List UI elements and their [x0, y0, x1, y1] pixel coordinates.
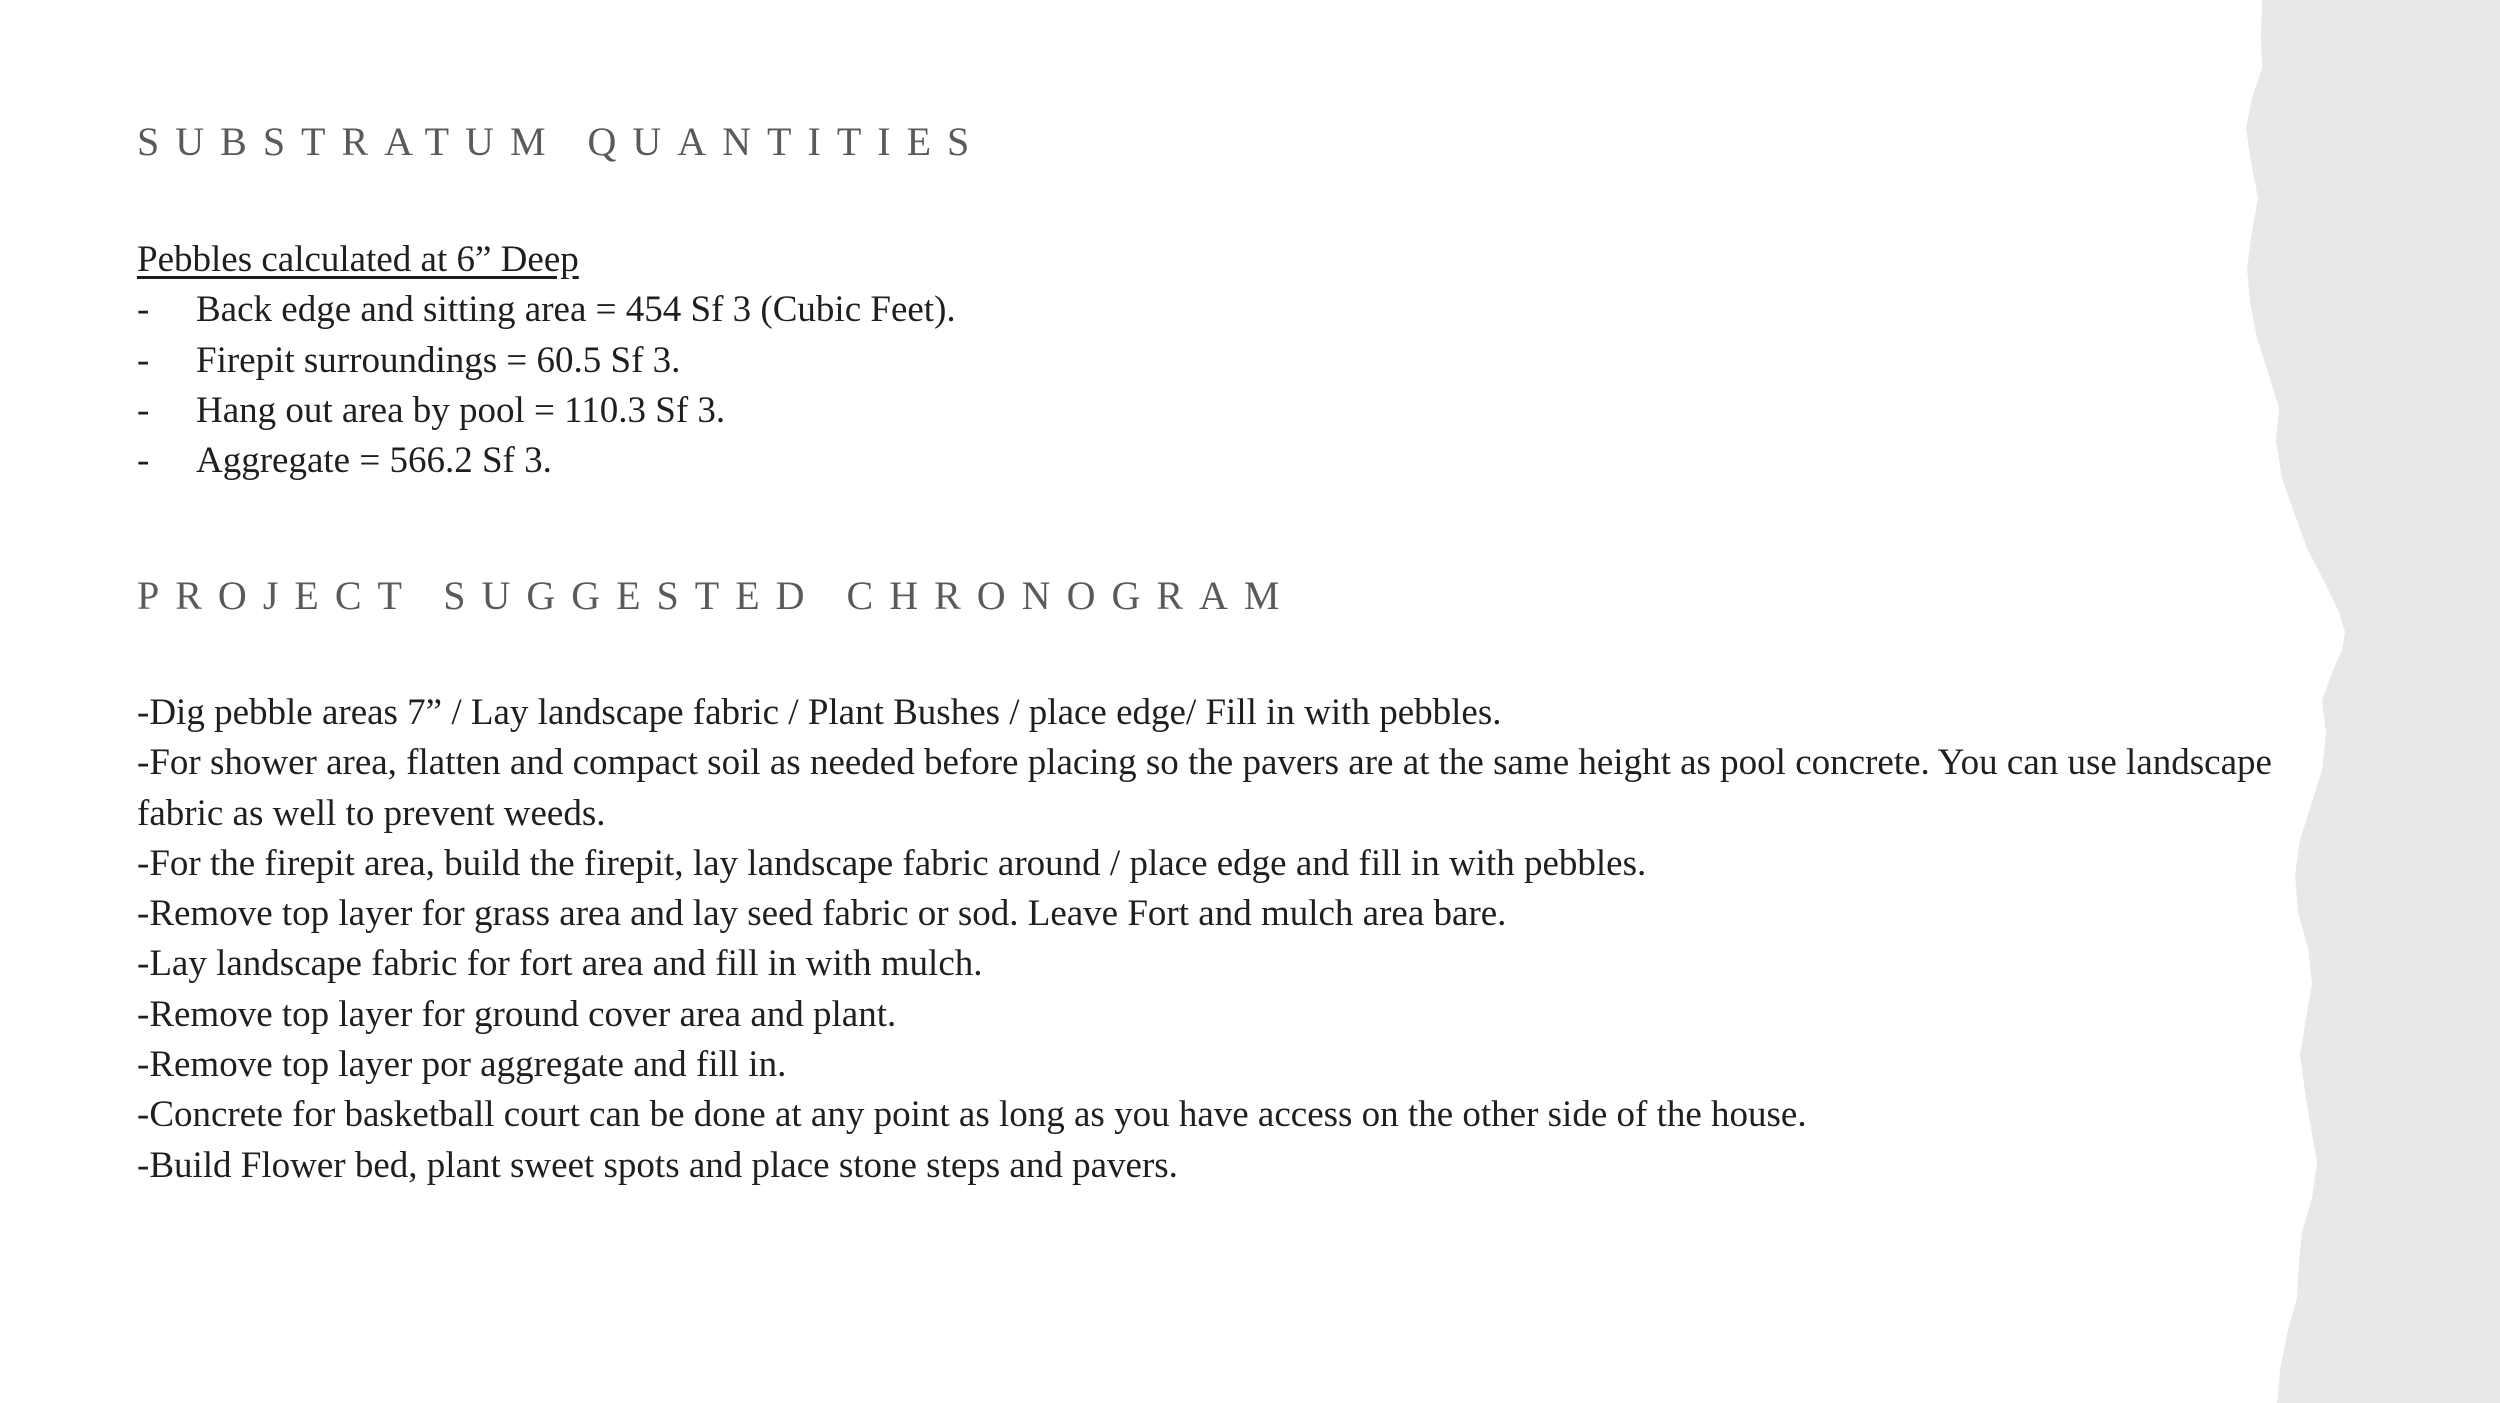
chronogram-step: -Concrete for basketball court can be done at any point as long as you have access on the other side of the house. — [137, 1094, 1807, 1136]
chronogram-step: -For the firepit area, build the firepit, lay landscape fabric around / place edge and fill in with pebbles. — [137, 842, 1647, 884]
bullet-dash: - — [137, 289, 150, 331]
substratum-heading: SUBSTRATUM QUANTITIES — [137, 119, 986, 164]
chronogram-heading: PROJECT SUGGESTED CHRONOGRAM — [137, 573, 1296, 618]
bullet-dash: - — [137, 389, 150, 431]
substratum-section — [137, 235, 2287, 486]
chronogram-step: -Dig pebble areas 7” / Lay landscape fabric / Plant Bushes / place edge/ Fill in with pebbles. — [137, 692, 1502, 733]
chronogram-section — [137, 688, 2277, 1191]
pebbles-subheading: Pebbles calculated at 6” Deep — [137, 239, 579, 280]
bullet-dash: - — [137, 339, 150, 381]
list-item-text: Hang out area by pool = 110.3 Sf 3. — [196, 389, 726, 431]
list-item-text: Firepit surroundings = 60.5 Sf 3. — [196, 339, 681, 381]
list-item — [137, 336, 2287, 386]
list-item — [137, 285, 2287, 335]
chronogram-step: -Build Flower bed, plant sweet spots and place stone steps and pavers. — [137, 1144, 1178, 1186]
list-item-text: Back edge and sitting area = 454 Sf 3 (Cubic Feet). — [196, 289, 956, 331]
chronogram-step: -Remove top layer for grass area and lay seed fabric or sod. Leave Fort and mulch area bare. — [137, 893, 1507, 935]
list-item — [137, 386, 2287, 436]
chronogram-step: -Remove top layer for ground cover area and plant. — [137, 993, 897, 1035]
chronogram-step: -For shower area, flatten and compact soil as needed before placing so the pavers are at the same height as pool concrete. You can use landscape fabric as well to prevent weeds. — [137, 742, 2272, 834]
bullet-dash: - — [137, 440, 150, 482]
list-item — [137, 436, 2287, 486]
chronogram-step: -Lay landscape fabric for fort area and fill in with mulch. — [137, 943, 983, 985]
list-item-text: Aggregate = 566.2 Sf 3. — [196, 440, 552, 482]
chronogram-step: -Remove top layer por aggregate and fill in. — [137, 1044, 787, 1086]
